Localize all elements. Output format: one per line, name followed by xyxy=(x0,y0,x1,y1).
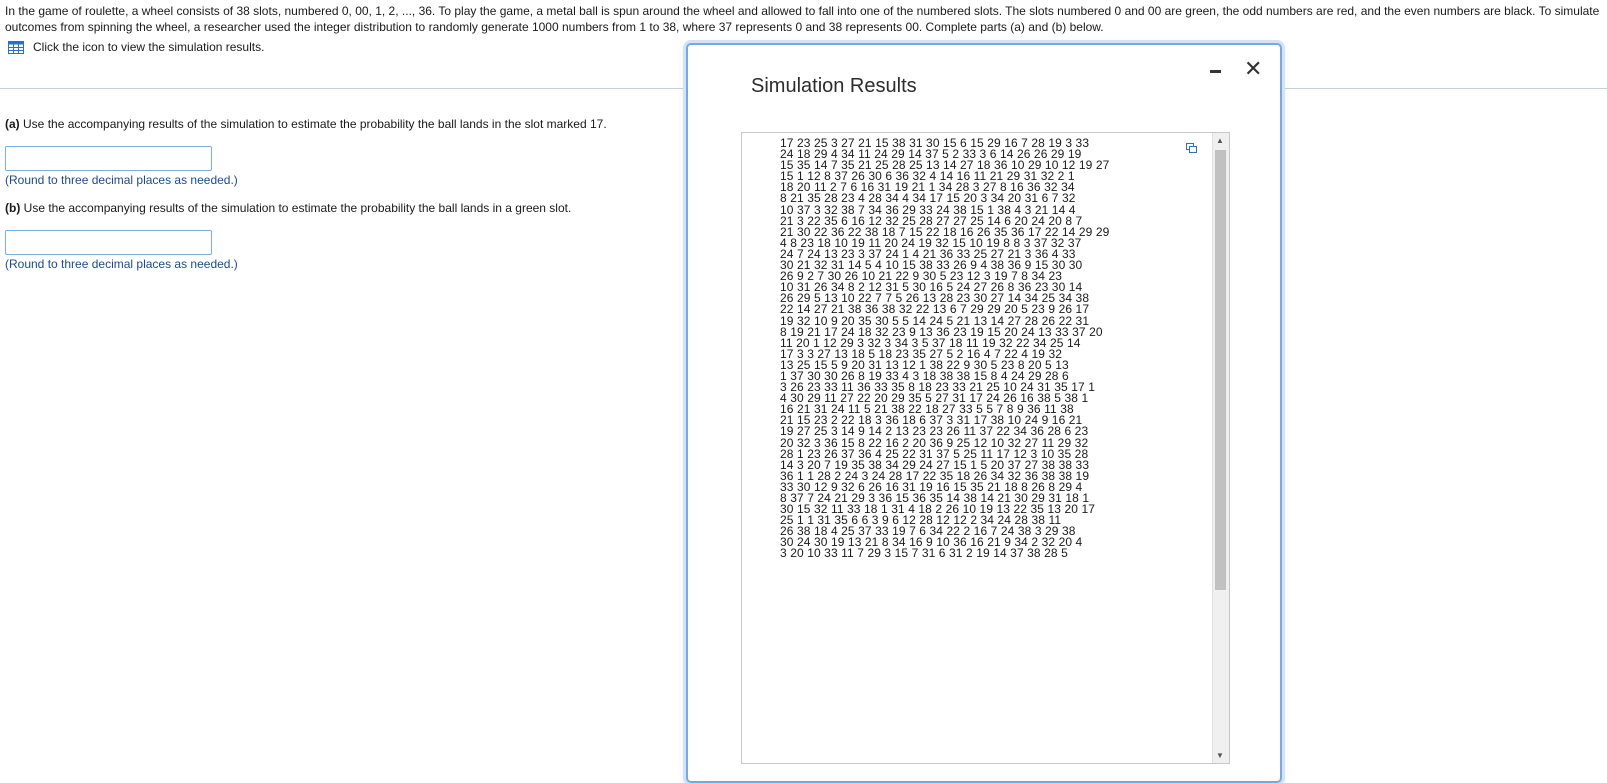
view-simulation-label[interactable]: Click the icon to view the simulation results. xyxy=(33,40,265,54)
part-a-answer-input[interactable] xyxy=(5,146,212,171)
part-b-label: (b) xyxy=(5,201,21,215)
results-scrollbar[interactable] xyxy=(1212,133,1229,763)
divider-left xyxy=(0,88,686,89)
table-grid-icon[interactable] xyxy=(8,41,24,54)
part-a-text: Use the accompanying results of the simulation to estimate the probability the ball lands in the slot marked 17. xyxy=(23,117,607,131)
results-panel[interactable] xyxy=(741,132,1230,764)
simulation-results-dialog xyxy=(686,43,1282,783)
part-a-label: (a) xyxy=(5,117,20,131)
scroll-down-icon[interactable]: ▼ xyxy=(1216,751,1224,760)
scroll-up-icon[interactable]: ▲ xyxy=(1216,136,1224,145)
dialog-title: Simulation Results xyxy=(751,75,917,97)
part-a-round-note: (Round to three decimal places as needed.) xyxy=(5,173,238,187)
part-a-prompt xyxy=(5,117,607,132)
part-b-prompt xyxy=(5,201,571,216)
question-text: In the game of roulette, a wheel consists of 38 slots, numbered 0, 00, 1, 2, ..., 36. To play the game, a metal ball is spun around the wheel and allowed to fall into one of the numbered slots. The slots numbered 0 and 00 are green, the odd numbers are red, and the even numbers are black. To simulate outcomes from spinning the wheel, a researcher used the integer distribution to randomly generate 1000 numbers from 1 to 38, where 37 represents 0 and 38 represents 00. Complete parts (a) and (b) below. xyxy=(5,4,1600,34)
view-simulation-link[interactable] xyxy=(8,39,264,55)
divider-right xyxy=(1282,88,1607,89)
part-b-round-note: (Round to three decimal places as needed.) xyxy=(5,257,238,271)
part-b-text: Use the accompanying results of the simulation to estimate the probability the ball lands in a green slot. xyxy=(23,201,572,215)
close-button[interactable]: ✕ xyxy=(1244,56,1263,81)
part-b-answer-input[interactable] xyxy=(5,230,212,255)
copy-icon[interactable] xyxy=(1186,143,1198,153)
simulation-results-data: 17 23 25 3 27 21 15 38 31 30 15 6 15 29 16 7 28 19 3 33 24 18 29 4 34 11 24 29 14 37 5 2 33 3 6 14 26 26 29 19 15 35 14 7 35 21 25 28 25 13 14 27 18 36 10 29 10 12 19 27 15 1 12 8 37 26 30 6 36 32 4 14 16 11 21 29 31 32 2 1 18 20 11 2 7 6 16 31 19 21 1 34 28 3 27 8 16 36 32 34 8 21 35 28 23 4 28 34 4 34 17 15 20 3 34 20 31 6 7 32 10 37 3 32 38 7 34 36 29 33 24 38 15 1 38 4 3 21 14 4 21 3 22 35 6 16 12 32 25 28 27 27 25 14 6 20 24 20 8 7 21 30 22 36 22 38 18 7 15 22 18 16 26 35 36 17 22 14 29 29 4 8 23 18 10 19 11 20 24 19 32 15 10 19 8 8 3 37 32 37 24 7 24 13 23 3 37 24 1 4 21 36 33 25 27 21 3 36 4 33 30 21 32 31 14 5 4 10 15 38 33 26 9 4 38 36 9 15 30 30 26 9 2 7 30 26 10 21 22 9 30 5 23 12 3 19 7 8 34 23 10 31 26 34 8 2 12 31 5 30 16 5 24 27 26 8 36 23 30 14 26 29 5 13 10 22 7 7 5 26 13 28 23 30 27 14 34 25 34 38 22 14 27 21 38 36 38 32 22 13 6 7 29 29 20 5 23 9 26 17 19 32 10 9 20 35 30 5 5 14 24 5 21 13 14 27 28 26 22 31 8 19 21 17 24 18 32 23 9 13 36 23 19 15 20 24 13 33 37 20 11 20 1 12 29 3 32 3 34 3 5 37 18 11 19 32 22 34 25 14 17 3 3 27 13 18 5 18 23 35 27 5 2 16 4 7 22 4 19 32 13 25 15 5 9 20 31 13 12 1 38 22 9 30 5 23 8 20 5 13 1 37 30 30 26 8 19 33 4 3 18 38 38 15 8 4 24 29 28 6 3 26 23 33 11 36 33 35 8 18 23 33 21 25 10 24 31 35 17 1 4 30 29 11 27 22 20 29 35 5 27 31 17 24 26 16 38 5 38 1 16 21 31 24 11 5 21 38 22 18 27 33 5 5 7 8 9 36 11 38 21 15 23 2 22 18 3 36 18 6 37 3 31 17 38 10 24 9 16 21 19 27 25 3 14 9 14 2 13 23 23 26 11 37 22 34 36 28 6 23 20 32 3 36 15 8 22 16 2 20 36 9 25 12 10 32 27 11 29 32 28 1 23 26 37 36 4 25 22 31 37 5 25 11 17 12 3 10 35 28 14 3 20 7 19 35 38 34 29 24 27 15 1 5 20 37 27 38 38 33 36 1 1 28 2 24 3 24 28 17 22 35 18 26 34 32 36 38 38 19 33 30 12 9 32 6 26 16 31 19 16 15 35 21 18 8 26 8 29 4 8 37 7 24 21 29 3 36 15 36 35 14 38 14 21 30 29 31 18 1 30 15 32 11 33 18 1 31 4 18 2 26 10 19 13 22 35 13 20 17 25 1 1 31 35 6 6 3 9 6 12 28 12 12 2 34 24 28 38 11 26 38 18 4 25 37 33 19 7 6 34 22 2 16 7 24 38 3 29 38 30 24 30 19 13 21 8 34 16 9 10 36 16 21 9 34 2 32 20 4 3 20 10 33 11 7 29 3 15 7 31 6 31 2 19 14 37 38 28 5 xyxy=(780,136,1110,561)
scroll-thumb[interactable] xyxy=(1215,150,1226,590)
minimize-button[interactable] xyxy=(1210,58,1224,78)
minimize-icon[interactable] xyxy=(1210,70,1221,73)
